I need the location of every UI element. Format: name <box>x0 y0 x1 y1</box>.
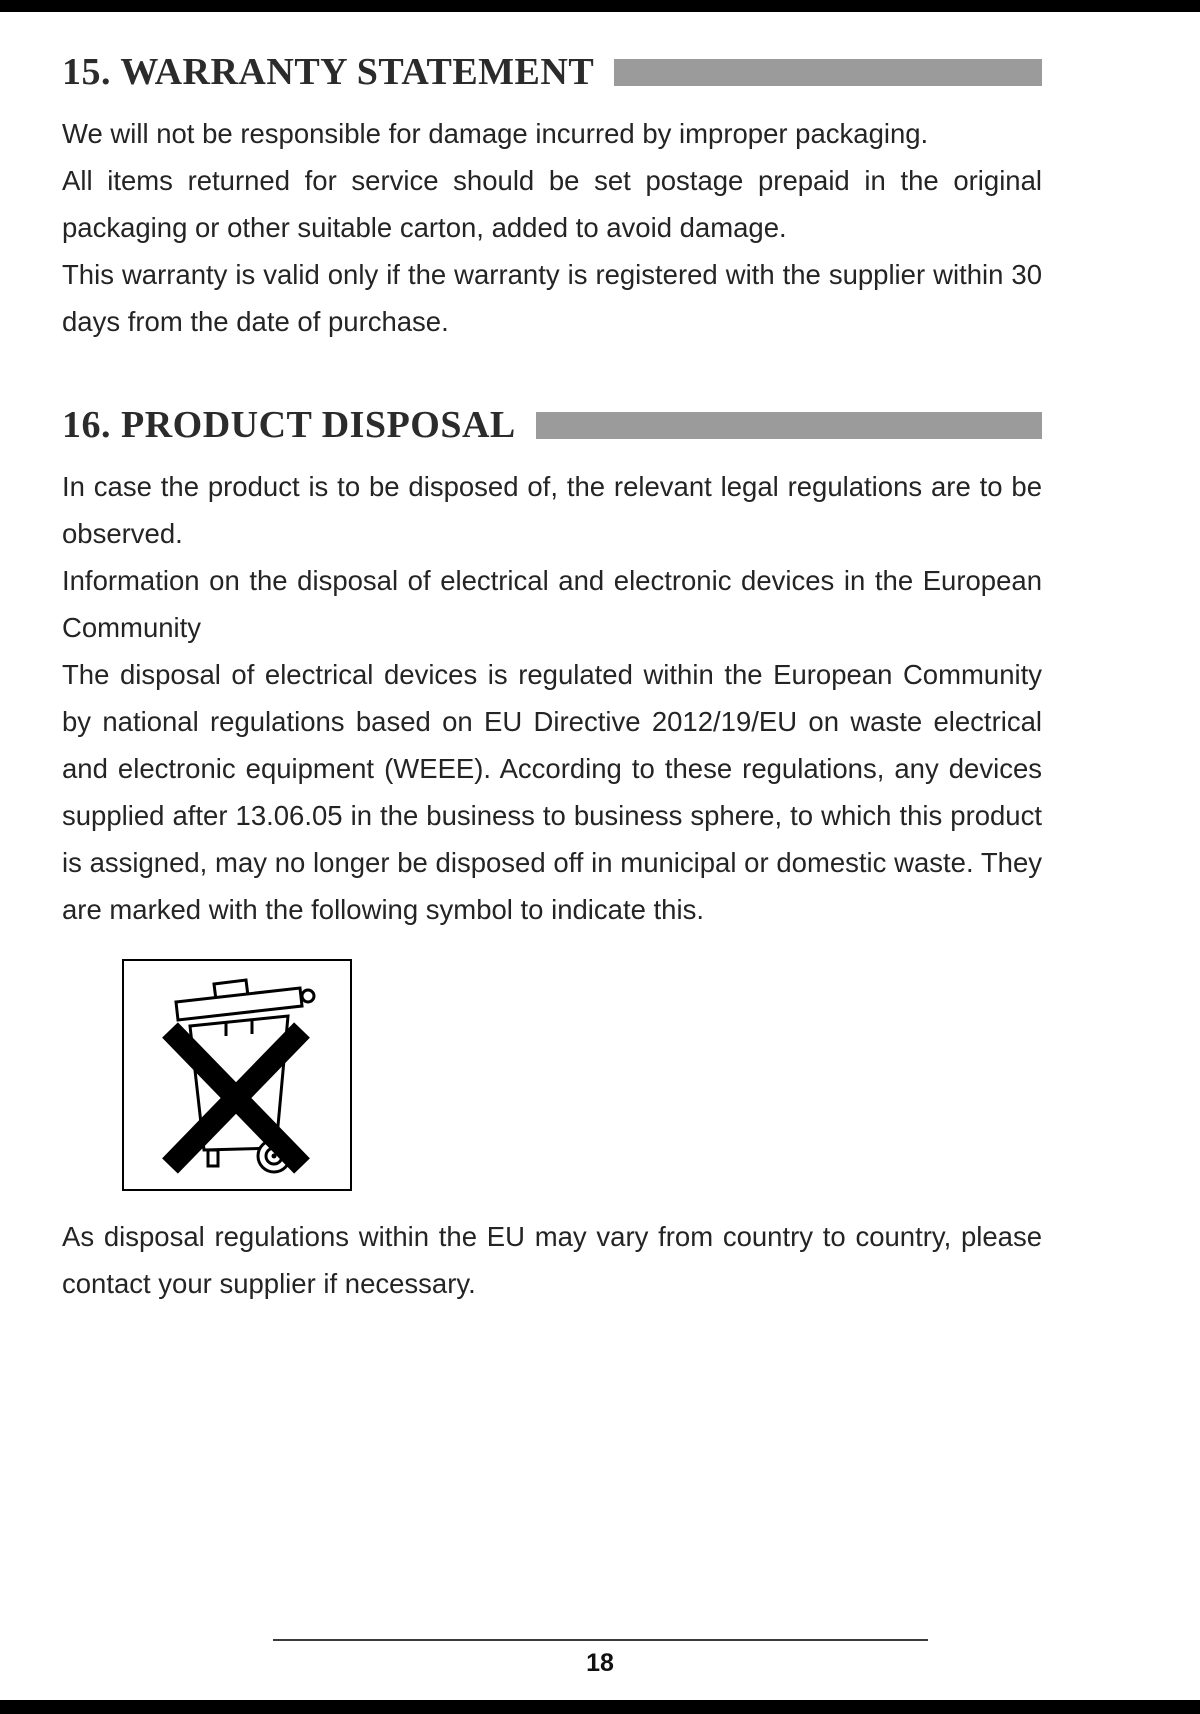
weee-symbol-box <box>122 959 352 1191</box>
page-edge-top <box>0 0 1200 12</box>
warranty-paragraph: This warranty is valid only if the warranty is registered with the supplier within 30 days from the date of purchase. <box>62 259 1042 337</box>
page-footer <box>0 1639 1200 1678</box>
disposal-paragraph: The disposal of electrical devices is regulated within the European Community by national regulations based on EU Directive 2012/19/EU on waste electrical and electronic equipment (WEEE). According to these regulations, any devices supplied after 13.06.05 in the business to business sphere, to which this product is assigned, may no longer be disposed off in municipal or domestic waste. They are marked with the following symbol to indicate this. <box>62 659 1042 925</box>
disposal-paragraph: As disposal regulations within the EU may vary from country to country, please contact your supplier if necessary. <box>62 1221 1042 1299</box>
heading-decoration-bar <box>536 412 1042 439</box>
disposal-heading-row <box>62 403 1042 447</box>
footer-divider <box>273 1639 928 1641</box>
page-number: 18 <box>586 1649 614 1677</box>
warranty-paragraph: All items returned for service should be set postage prepaid in the original packaging or other suitable carton, added to avoid damage. <box>62 165 1042 243</box>
section-product-disposal <box>62 403 1042 1307</box>
warranty-heading: 15. WARRANTY STATEMENT <box>62 51 595 93</box>
warranty-heading-row <box>62 50 1042 94</box>
disposal-heading: 16. PRODUCT DISPOSAL <box>62 404 516 446</box>
heading-decoration-bar <box>614 59 1042 86</box>
disposal-paragraph: In case the product is to be disposed of, the relevant legal regulations are to be observed. <box>62 471 1042 549</box>
crossed-out-wheelie-bin-icon <box>134 970 340 1180</box>
page-edge-bottom <box>0 1700 1200 1714</box>
section-warranty-statement <box>62 50 1042 345</box>
warranty-paragraph: We will not be responsible for damage incurred by improper packaging. <box>62 118 929 149</box>
disposal-paragraph: Information on the disposal of electrical and electronic devices in the European Community <box>62 565 1042 643</box>
